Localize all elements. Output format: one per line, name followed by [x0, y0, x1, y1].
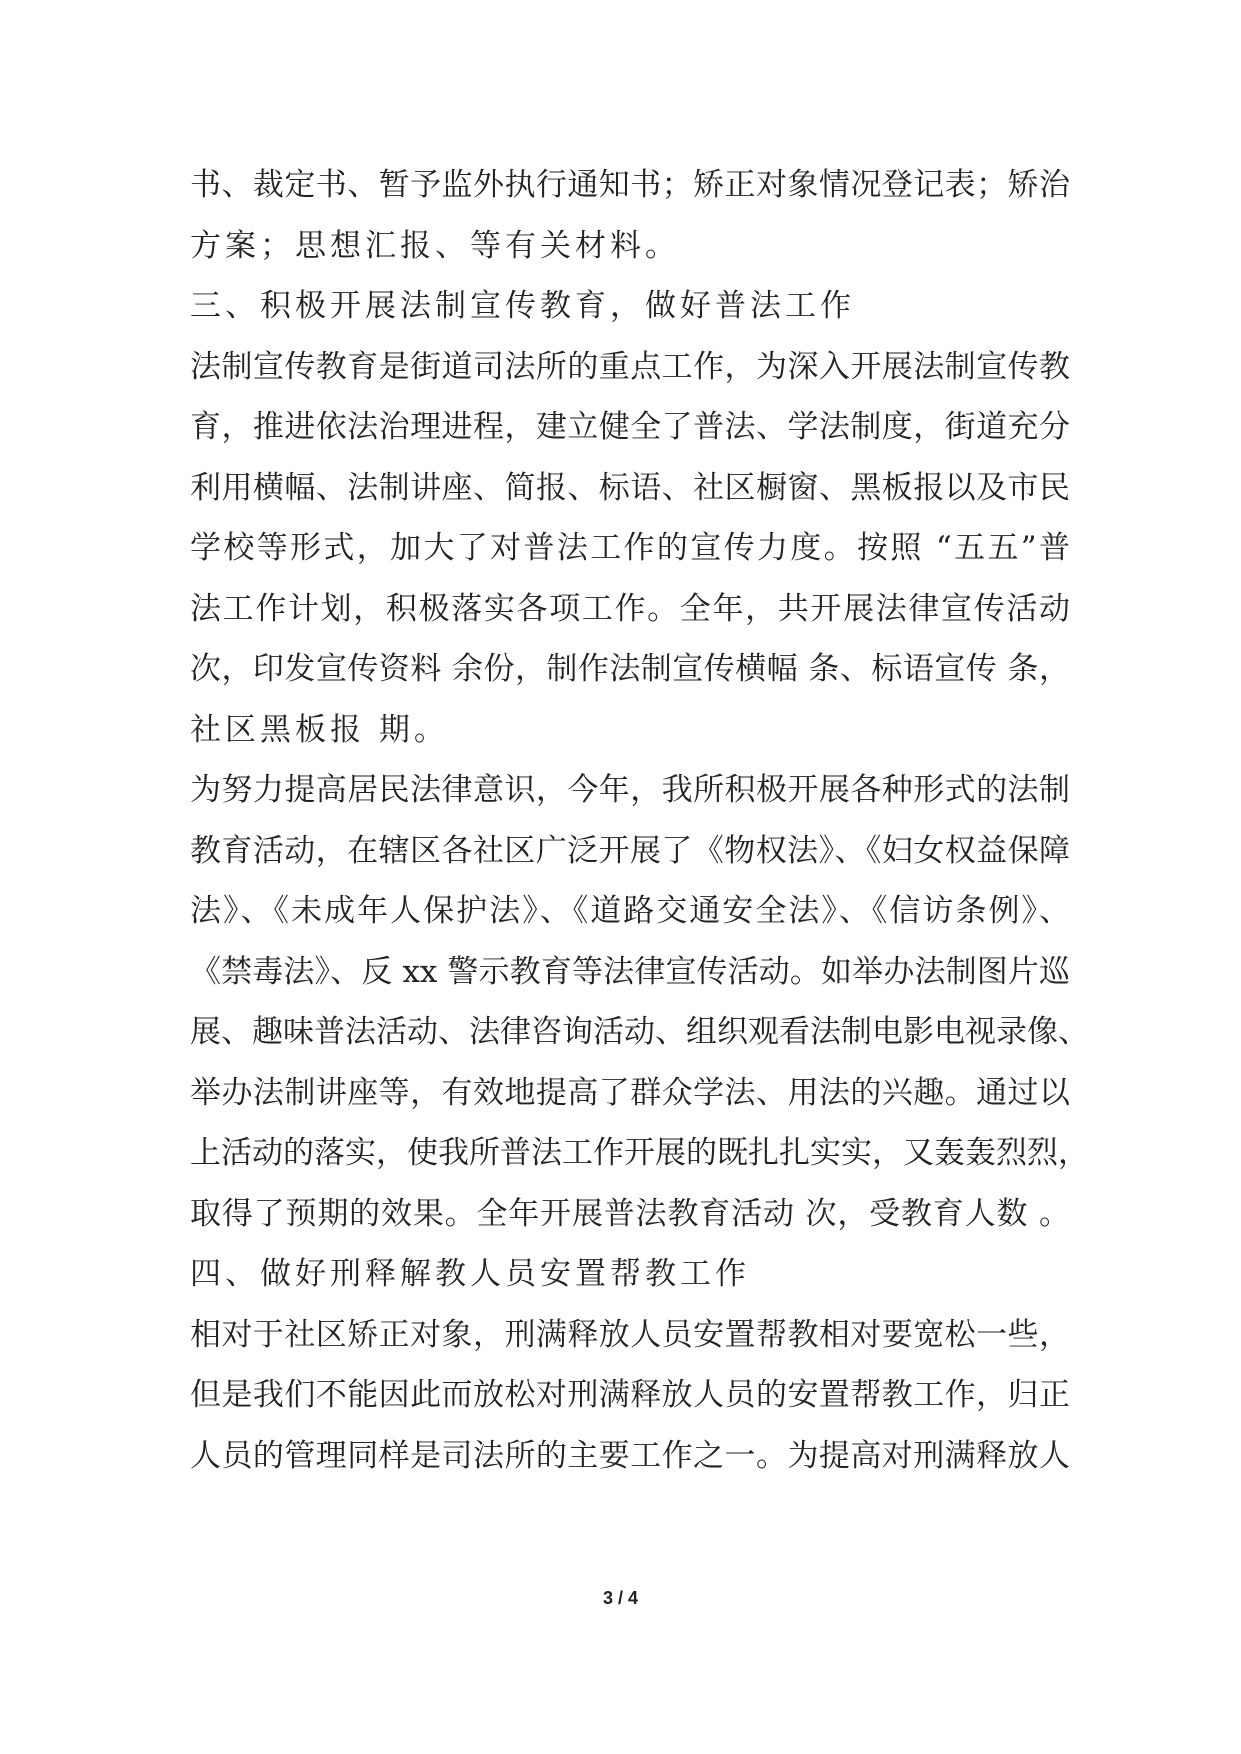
body-text-line: 举办法制讲座等，有效地提高了群众学法、用法的兴趣。通过以	[190, 1074, 1070, 1111]
section-heading: 四、做好刑释解教人员安置帮教工作	[190, 1256, 750, 1292]
body-text-line: 书、裁定书、暂予监外执行通知书；矫正对象情况登记表；矫治	[190, 167, 1070, 203]
body-text-line: 方案；思想汇报、等有关材料。	[190, 227, 680, 264]
body-text-line: 展、趣味普法活动、法律咨询活动、组织观看法制电影电视录像、	[190, 1014, 1089, 1050]
body-text-line: 社区黑板报 期。	[190, 711, 449, 748]
body-text-line: 法》、《未成年人保护法》、《道路交通安全法》、《信访条例》、	[190, 893, 1070, 929]
body-text-line: 法制宣传教育是街道司法所的重点工作，为深入开展法制宣传教	[190, 348, 1070, 385]
body-text-line: 利用横幅、法制讲座、简报、标语、社区橱窗、黑板报以及市民	[190, 469, 1070, 506]
body-text-line: 法工作计划，积极落实各项工作。全年，共开展法律宣传活动	[190, 590, 1070, 627]
body-text-line: 育，推进依法治理进程，建立健全了普法、学法制度，街道充分	[190, 409, 1070, 445]
body-text-line: 上活动的落实，使我所普法工作开展的既扎扎实实，又轰轰烈烈，	[190, 1135, 1089, 1171]
body-text-line: 次，印发宣传资料 余份，制作法制宣传横幅 条、标语宣传 条，	[190, 651, 1070, 687]
body-text-line: 学校等形式，加大了对普法工作的宣传力度。按照 “五五”普	[190, 530, 1070, 566]
body-text-line: 人员的管理同样是司法所的主要工作之一。为提高对刑满释放人	[190, 1437, 1070, 1474]
page-number: 3 / 4	[602, 1588, 639, 1608]
body-text-line: 但是我们不能因此而放松对刑满释放人员的安置帮教工作，归正	[190, 1377, 1070, 1413]
body-text-line: 取得了预期的效果。全年开展普法教育活动 次，受教育人数 。	[190, 1195, 1070, 1232]
section-heading: 三、积极开展法制宣传教育，做好普法工作	[190, 288, 855, 324]
body-text-line: 《禁毒法》、反 xx 警示教育等法律宣传活动。如举办法制图片巡	[190, 953, 1070, 990]
document-body	[190, 155, 1089, 1486]
body-text-line: 相对于社区矫正对象，刑满释放人员安置帮教相对要宽松一些，	[190, 1316, 1070, 1353]
body-text-line: 教育活动，在辖区各社区广泛开展了《物权法》、《妇女权益保障	[190, 832, 1070, 869]
body-text-line: 为努力提高居民法律意识，今年，我所积极开展各种形式的法制	[190, 772, 1070, 808]
